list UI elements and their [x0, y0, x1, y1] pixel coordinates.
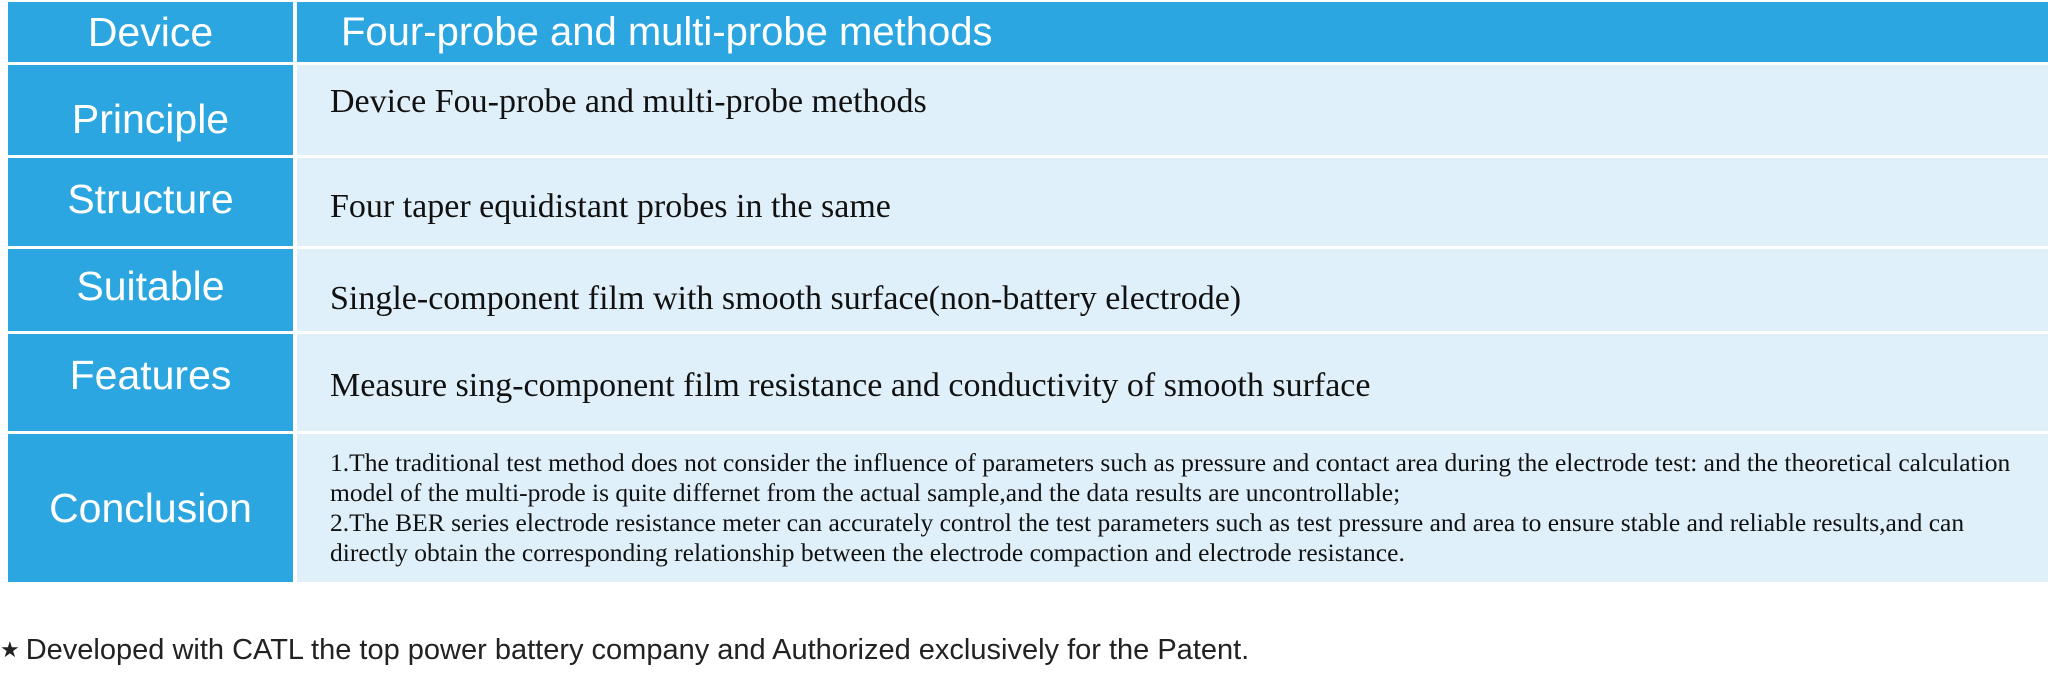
row-value-structure: Four taper equidistant probes in the same [297, 158, 2048, 246]
table-row-structure [8, 158, 2048, 249]
footnote-text: Developed with CATL the top power battery company and Authorized exclusively for the Patent. [25, 634, 1250, 666]
row-label-suitable: Suitable [8, 249, 297, 331]
row-value-features: Measure sing-component film resistance and conductivity of smooth surface [297, 334, 2048, 431]
row-label-features: Features [8, 334, 297, 431]
conclusion-paragraph-2: 2.The BER series electrode resistance meter can accurately control the test parameters such as test pressure and area to ensure stable and reliable results,and can directly obtain the corresponding relationship between the electrode compaction and electrode resistance. [330, 508, 1965, 567]
comparison-table [8, 2, 2048, 582]
header-label-cell: Device [8, 2, 297, 62]
table-header-row [8, 2, 2048, 65]
conclusion-paragraph-1: 1.The traditional test method does not consider the influence of parameters such as pressure and contact area during the electrode test: and the theoretical calculation model of the multi-prode is quite differnet from the actual sample,and the data results are uncontrollable; [330, 448, 2011, 507]
star-icon: ★ [0, 637, 20, 662]
table-row-suitable [8, 249, 2048, 334]
table-row-principle [8, 65, 2048, 158]
conclusion-text [330, 448, 2048, 568]
header-value-cell: Four-probe and multi-probe methods [297, 2, 2048, 62]
footnote [0, 634, 1249, 667]
row-label-conclusion: Conclusion [8, 434, 297, 582]
table-row-features [8, 334, 2048, 434]
row-label-structure: Structure [8, 158, 297, 246]
table-row-conclusion [8, 434, 2048, 582]
row-value-suitable: Single-component film with smooth surface(non-battery electrode) [297, 249, 2048, 331]
row-label-principle: Principle [8, 65, 297, 155]
row-value-principle: Device Fou-probe and multi-probe methods [297, 65, 2048, 155]
row-value-conclusion [297, 434, 2048, 582]
